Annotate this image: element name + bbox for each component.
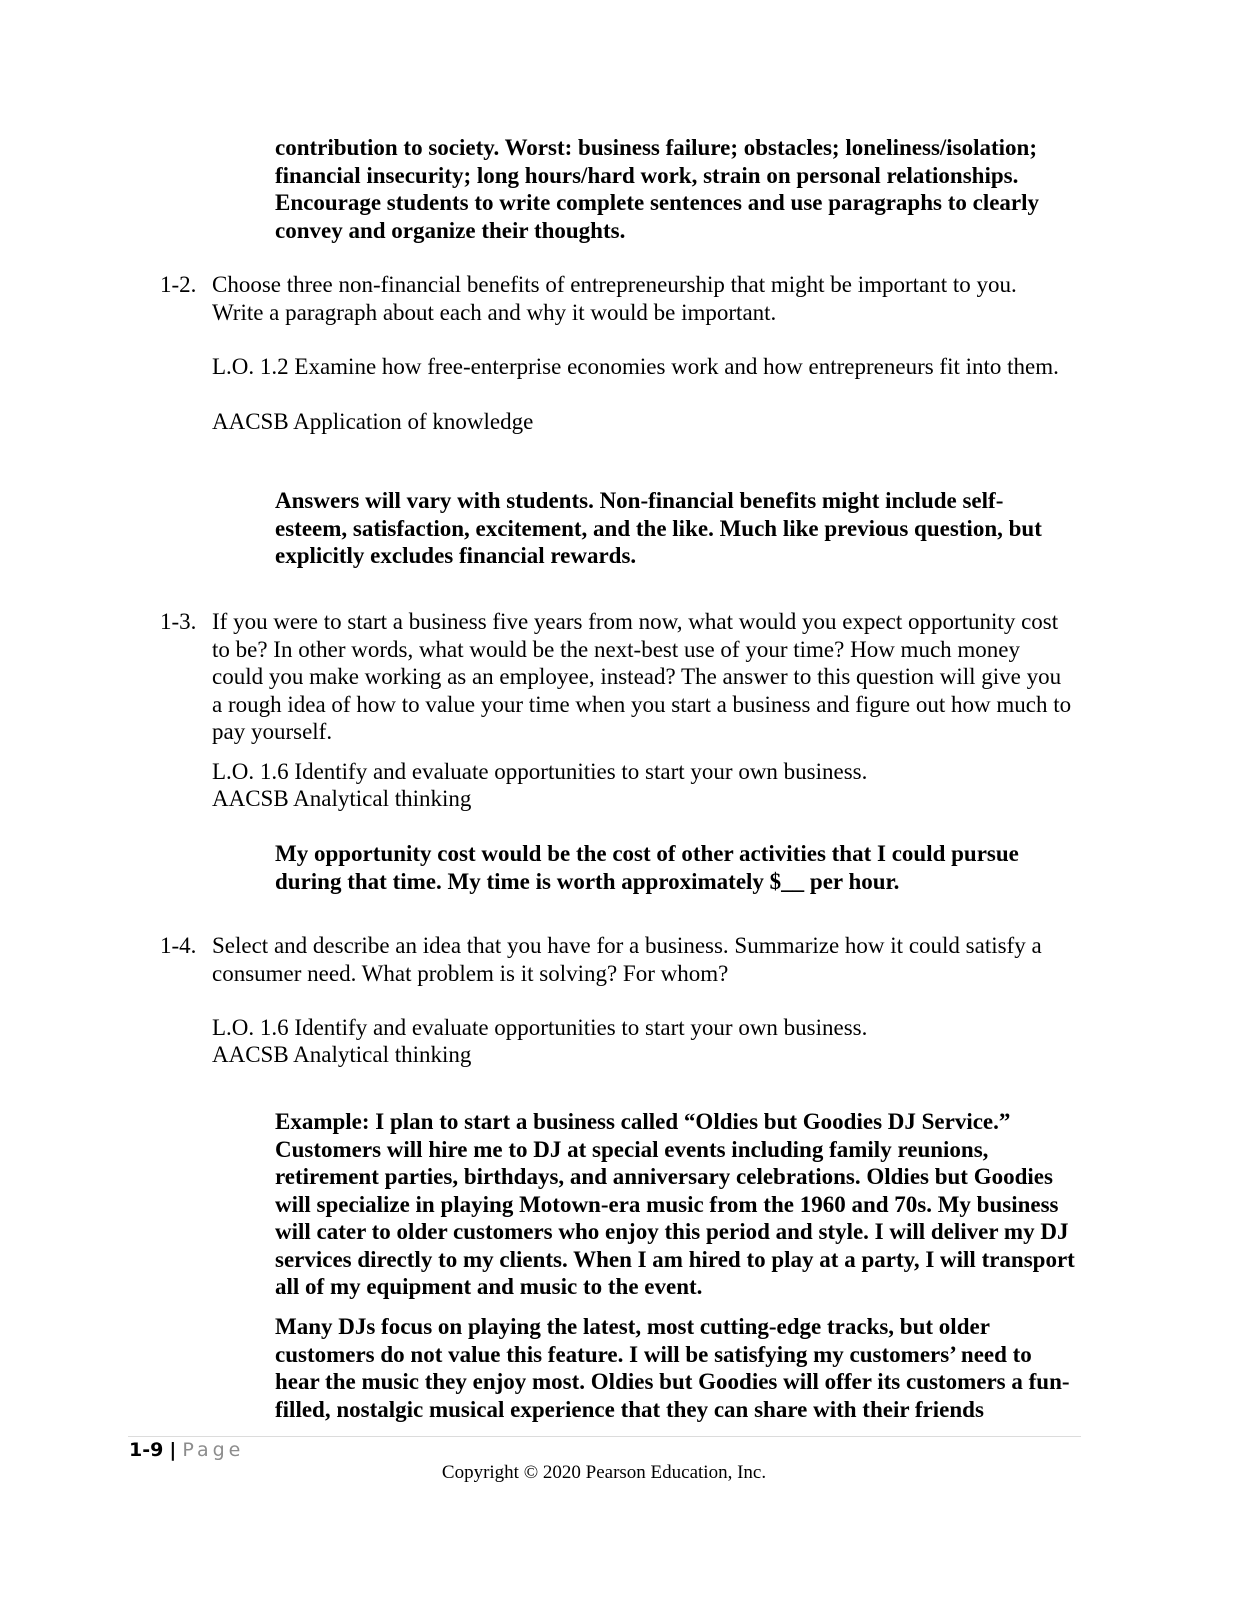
aacsb-tag: AACSB Analytical thinking — [212, 1042, 472, 1067]
page-label: Page — [182, 1439, 245, 1461]
footer-divider — [128, 1436, 1081, 1437]
question-text: Choose three non-financial benefits of entrepreneurship that might be important to you. Write a paragraph about each and why it would be important. — [212, 272, 1017, 325]
learning-objective: L.O. 1.6 Identify and evaluate opportunities to start your own business. — [212, 759, 868, 784]
page-number-separator: | — [169, 1439, 177, 1461]
answer-text: Example: I plan to start a business called “Oldies but Goodies DJ Service.” Customers will hire me to DJ at special events including family reunions, retirement parties, birthdays, and anniversary celebrations. Oldies but Goodies will specialize in playing Motown-era music from the 1960 and 70s. My business will cater to older customers who enjoy this period and style. I will deliver my DJ services directly to my clients. When I am hired to play at a party, I will transport all of my equipment and music to the event. — [275, 1109, 1075, 1299]
learning-objective: L.O. 1.6 Identify and evaluate opportunities to start your own business. — [212, 1015, 868, 1040]
question-text: If you were to start a business five years from now, what would you expect opportunity cost to be? In other words, what would be the next-best use of your time? How much money could you make working as an employee, instead? The answer to this question will give you a rough idea of how to value your time when you start a business and figure out how much to pay yourself. — [212, 609, 1072, 744]
question-number: 1-3. — [160, 609, 197, 634]
question-number: 1-2. — [160, 272, 197, 297]
answer-text: Many DJs focus on playing the latest, most cutting-edge tracks, but older customers do not value this feature. I will be satisfying my customers’ need to hear the music they enjoy most. Oldies but Goodies will offer its customers a fun-filled, nostalgic musical experience that they can share with their friends — [275, 1314, 1070, 1422]
page-number — [129, 1437, 244, 1463]
question-text: Select and describe an idea that you have for a business. Summarize how it could satisfy a consumer need. What problem is it solving? For whom? — [212, 933, 1042, 986]
answer-text: My opportunity cost would be the cost of other activities that I could pursue during that time. My time is worth approximately $__ per hour. — [275, 841, 1019, 894]
copyright: Copyright © 2020 Pearson Education, Inc. — [441, 1462, 767, 1483]
learning-objective: L.O. 1.2 Examine how free-enterprise economies work and how entrepreneurs fit into them. — [212, 354, 1059, 379]
question-number: 1-4. — [160, 933, 197, 958]
page-number-value: 1-9 — [129, 1439, 164, 1461]
aacsb-tag: AACSB Application of knowledge — [212, 409, 534, 434]
aacsb-tag: AACSB Analytical thinking — [212, 786, 472, 811]
answer-text: Answers will vary with students. Non-financial benefits might include self-esteem, satisfaction, excitement, and the like. Much like previous question, but explicitly excludes financial rewards. — [275, 488, 1042, 568]
answer-continued: contribution to society. Worst: business failure; obstacles; loneliness/isolation; financial insecurity; long hours/hard work, strain on personal relationships. Encourage students to write complete sentences and use paragraphs to clearly convey and organize their thoughts. — [275, 135, 1040, 243]
